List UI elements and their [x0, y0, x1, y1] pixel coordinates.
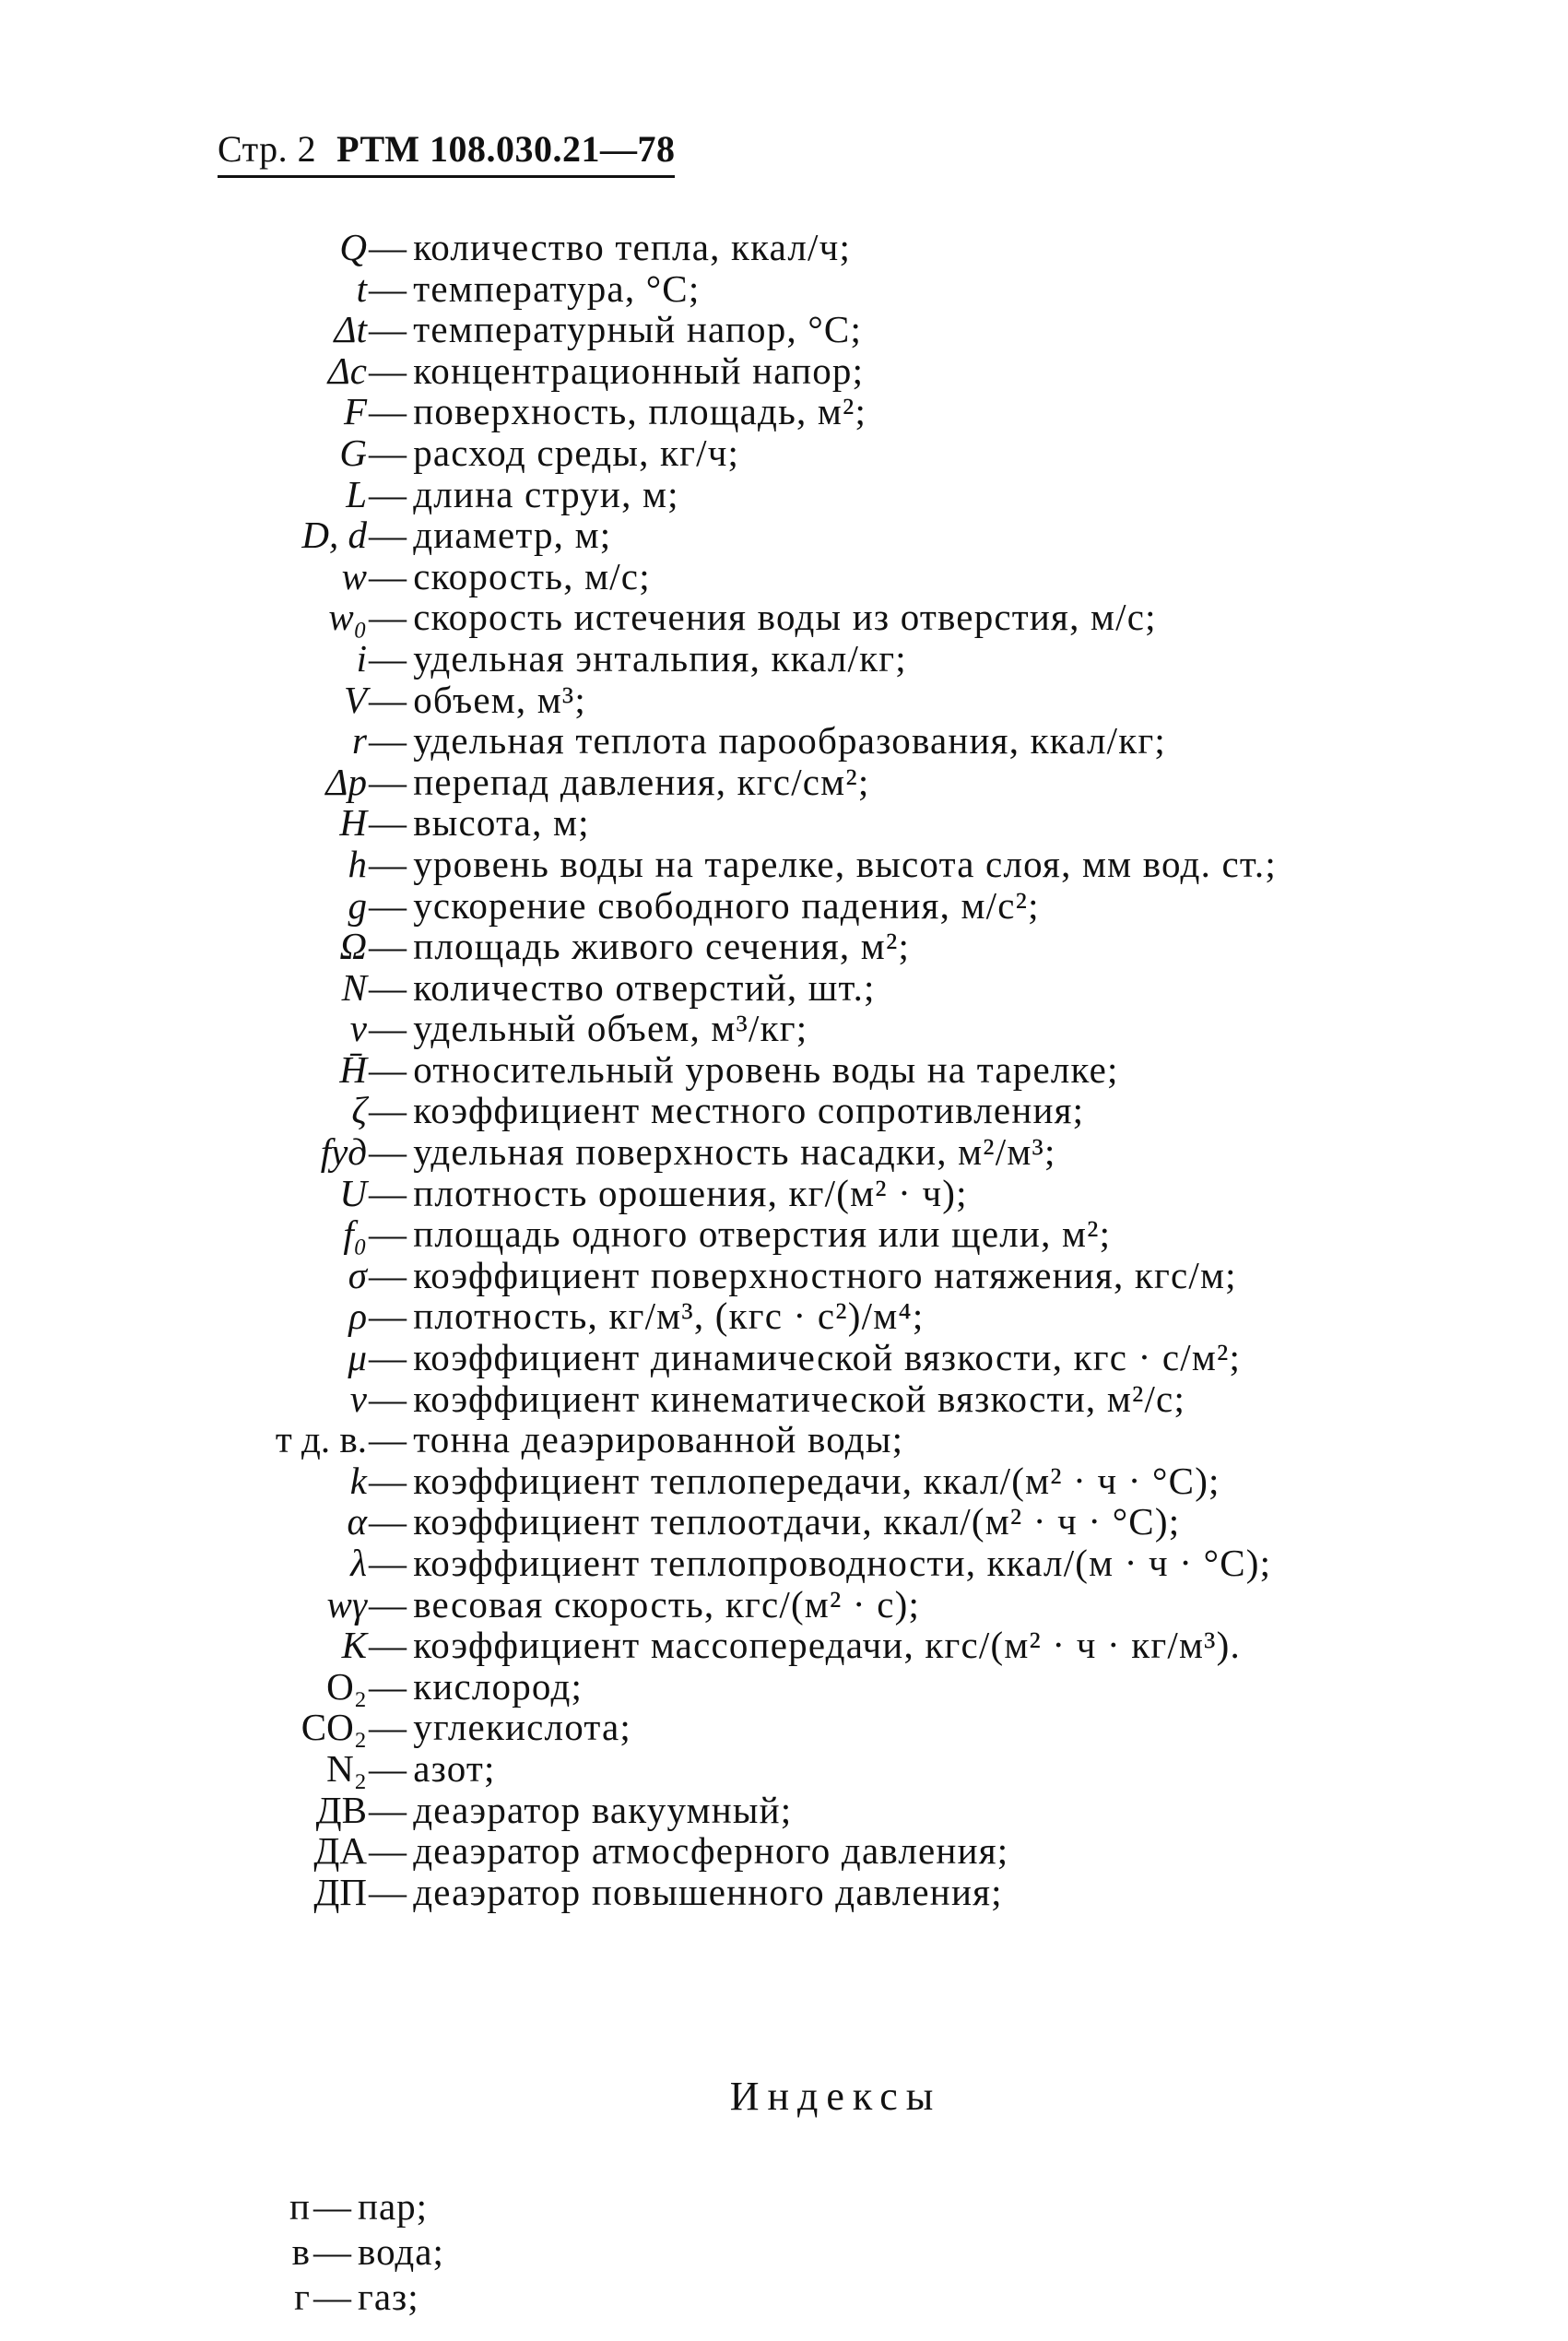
definition-text: поверхность, площадь, м²;	[413, 390, 867, 433]
symbol-row	[0, 1419, 1568, 1460]
index-symbol: в	[291, 2230, 310, 2273]
dash: —	[369, 514, 408, 557]
symbol-row	[0, 1501, 1568, 1543]
dash: —	[369, 965, 408, 1009]
symbol-definition	[369, 1008, 808, 1049]
symbol-row	[0, 1008, 1568, 1049]
dash: —	[369, 1582, 408, 1626]
symbol-definition	[369, 1830, 1008, 1872]
dash: —	[369, 1212, 408, 1256]
index-symbol: г	[294, 2276, 310, 2318]
dash: —	[369, 1459, 408, 1502]
symbol-definition	[369, 1666, 583, 1708]
dash: —	[369, 1253, 408, 1296]
page-number: Стр. 2	[218, 128, 317, 170]
symbol-definition	[369, 1255, 1237, 1296]
definition-text: удельный объем, м³/кг;	[413, 1007, 808, 1050]
symbol-row	[0, 1748, 1568, 1790]
symbol-row	[0, 1378, 1568, 1420]
symbol-row	[0, 1460, 1568, 1502]
standard-code: РТМ 108.030.21—78	[336, 128, 676, 170]
symbol-row	[0, 1625, 1568, 1666]
symbol: ДП	[313, 1870, 367, 1913]
symbol-definition	[369, 762, 869, 803]
symbol-definition	[369, 802, 590, 844]
definition-text: концентрационный напор;	[413, 349, 865, 392]
dash: —	[313, 2185, 352, 2228]
page-header	[218, 127, 675, 178]
symbol: fуд	[320, 1130, 367, 1174]
dash: —	[369, 472, 408, 515]
symbol-row	[0, 1337, 1568, 1378]
symbol-row	[0, 926, 1568, 967]
dash: —	[369, 1542, 408, 1584]
symbol-definition	[369, 967, 876, 1009]
definition-text: скорость, м/с;	[413, 554, 651, 597]
symbol-definition	[369, 1872, 1003, 1913]
symbol-row	[0, 514, 1568, 556]
symbol-row	[0, 474, 1568, 515]
symbol-definition	[369, 556, 651, 597]
symbol: N₂	[326, 1746, 367, 1790]
index-row	[0, 2275, 1568, 2320]
symbol: λ	[350, 1542, 367, 1584]
definition-text: удельная энтальпия, ккал/кг;	[413, 636, 907, 680]
definition-text: плотность, кг/м³, (кгс · с²)/м⁴;	[413, 1295, 925, 1338]
definition-text: объем, м³;	[413, 678, 587, 721]
symbol-row	[0, 350, 1568, 392]
symbol: μ	[348, 1336, 367, 1379]
symbol-definition	[369, 885, 1040, 927]
definition-text: относительный уровень воды на тарелке;	[413, 1047, 1119, 1091]
symbol-definition	[369, 309, 862, 350]
symbol-row	[0, 762, 1568, 803]
symbol-definition	[369, 1501, 1180, 1543]
symbol-row	[0, 844, 1568, 885]
dash: —	[369, 1664, 408, 1708]
definition-text: кислород;	[413, 1664, 584, 1708]
definition-text: деаэратор вакуумный;	[413, 1788, 793, 1831]
symbol-definition	[369, 227, 851, 268]
dash: —	[369, 390, 408, 433]
symbol-row	[0, 1131, 1568, 1173]
dash: —	[369, 883, 408, 927]
definition-text: температурный напор, °С;	[413, 308, 863, 351]
index-row	[0, 2229, 1568, 2275]
definition-text: высота, м;	[413, 801, 590, 845]
symbol-definition	[369, 1543, 1271, 1584]
symbol: L	[346, 472, 367, 515]
definition-text: перепад давления, кгс/см²;	[413, 760, 870, 803]
symbol: ν	[349, 1377, 367, 1420]
dash: —	[369, 431, 408, 474]
dash: —	[369, 1500, 408, 1543]
symbol-row	[0, 432, 1568, 474]
symbol: w	[341, 554, 367, 597]
definition-text: коэффициент кинематической вязкости, м²/с;	[413, 1377, 1186, 1420]
symbol-row	[0, 268, 1568, 310]
symbol-definition	[369, 268, 700, 310]
definition-text: температура, °С;	[413, 266, 701, 310]
definition-text: ускорение свободного падения, м/с²;	[413, 883, 1040, 927]
dash: —	[369, 554, 408, 597]
definition-text: длина струи, м;	[413, 472, 679, 515]
symbol: CO₂	[301, 1706, 367, 1749]
symbol-definition	[369, 597, 1157, 638]
definition-text: азот;	[413, 1746, 496, 1790]
index-symbol: п	[289, 2185, 310, 2228]
symbol: Q	[339, 226, 367, 268]
symbol: wγ	[326, 1582, 367, 1626]
dash: —	[369, 266, 408, 310]
symbol-definition	[369, 1090, 1084, 1131]
definition-text: площадь живого сечения, м²;	[413, 925, 911, 968]
symbol-definition	[369, 1049, 1119, 1091]
dash: —	[369, 1047, 408, 1091]
symbol-definition	[369, 1131, 1056, 1173]
symbol-row	[0, 1707, 1568, 1748]
definition-text: коэффициент динамической вязкости, кгс · с/м²;	[413, 1336, 1242, 1379]
definition-text: площадь одного отверстия или щели, м²;	[413, 1212, 1112, 1256]
dash: —	[369, 719, 408, 763]
symbol-row	[0, 1255, 1568, 1296]
symbol-row	[0, 556, 1568, 597]
definition-text: вода;	[358, 2230, 444, 2273]
symbol: v	[349, 1007, 367, 1050]
symbol: w₀	[328, 596, 367, 639]
definition-text: скорость истечения воды из отверстия, м/с;	[413, 596, 1157, 639]
symbol-row	[0, 309, 1568, 350]
symbol-definition	[369, 514, 611, 556]
definition-text: коэффициент местного сопротивления;	[413, 1089, 1085, 1132]
symbol: r	[352, 719, 367, 763]
symbol: D, d	[301, 514, 367, 557]
symbol-definition	[369, 1748, 496, 1790]
symbol: f₀	[343, 1212, 367, 1256]
definition-text: плотность орошения, кг/(м² · ч);	[413, 1171, 968, 1214]
symbol: t	[356, 266, 367, 310]
symbol: i	[356, 636, 367, 680]
symbol-definition	[369, 844, 1277, 885]
symbol: F	[343, 390, 367, 433]
definition-text: уровень воды на тарелке, высота слоя, мм вод. ст.;	[413, 842, 1277, 885]
index-definition	[313, 2229, 444, 2275]
definition-text: диаметр, м;	[413, 514, 612, 557]
definition-text: коэффициент массопередачи, кгс/(м² · ч · кг/м³).	[413, 1624, 1241, 1667]
symbol: g	[348, 883, 367, 927]
symbol-row	[0, 680, 1568, 721]
symbol-definition	[369, 1419, 903, 1460]
symbol-definition	[369, 1707, 631, 1748]
symbol: U	[339, 1171, 367, 1214]
symbol-row	[0, 1872, 1568, 1913]
symbol: Δp	[325, 760, 367, 803]
index-definition	[313, 2275, 419, 2320]
dash: —	[369, 1089, 408, 1132]
symbol-definition	[369, 926, 910, 967]
symbol-row	[0, 1830, 1568, 1872]
symbol-definition	[369, 1460, 1220, 1502]
dash: —	[369, 1706, 408, 1749]
dash: —	[369, 1624, 408, 1667]
symbol-definition	[369, 1213, 1111, 1255]
symbol-row	[0, 1173, 1568, 1214]
symbol: H	[339, 801, 367, 845]
symbol: k	[349, 1459, 367, 1502]
symbol: σ	[348, 1253, 367, 1296]
definition-text: коэффициент теплоотдачи, ккал/(м² · ч · °С);	[413, 1500, 1181, 1543]
dash: —	[369, 349, 408, 392]
definition-text: весовая скорость, кгс/(м² · с);	[413, 1582, 921, 1626]
dash: —	[369, 1336, 408, 1379]
definition-text: количество тепла, ккал/ч;	[413, 226, 852, 268]
symbol: V	[343, 678, 367, 721]
dash: —	[369, 1829, 408, 1873]
symbol-row	[0, 391, 1568, 432]
symbol-definition	[369, 638, 907, 680]
symbol-row	[0, 967, 1568, 1009]
definition-text: коэффициент теплопередачи, ккал/(м² · ч · °С);	[413, 1459, 1220, 1502]
symbol: G	[339, 431, 367, 474]
symbol-definition	[369, 680, 586, 721]
dash: —	[369, 1130, 408, 1174]
symbol-definition	[369, 391, 867, 432]
indices-list	[0, 2184, 1568, 2320]
dash: —	[369, 760, 408, 803]
dash: —	[369, 925, 408, 968]
definition-text: коэффициент теплопроводности, ккал/(м · ч · °С);	[413, 1542, 1272, 1584]
symbol: N	[341, 965, 367, 1009]
dash: —	[369, 1295, 408, 1338]
section-title-indices: Индексы	[729, 2074, 942, 2119]
symbol: ДВ	[315, 1788, 367, 1831]
dash: —	[369, 226, 408, 268]
symbol-definition	[369, 1173, 968, 1214]
symbol-definition	[369, 1790, 792, 1831]
dash: —	[369, 308, 408, 351]
symbol-row	[0, 1584, 1568, 1626]
dash: —	[369, 1788, 408, 1831]
dash: —	[369, 1007, 408, 1050]
symbol: K	[341, 1624, 367, 1667]
symbol-row	[0, 720, 1568, 762]
dash: —	[369, 1377, 408, 1420]
symbol-definition	[369, 1295, 924, 1337]
definition-text: газ;	[358, 2276, 419, 2318]
symbol: ДА	[313, 1829, 367, 1873]
symbol-definition	[369, 720, 1166, 762]
symbol: α	[347, 1500, 367, 1543]
symbol-row	[0, 802, 1568, 844]
dash: —	[369, 801, 408, 845]
dash: —	[369, 1746, 408, 1790]
definition-text: удельная поверхность насадки, м²/м³;	[413, 1130, 1056, 1174]
symbol-list	[0, 227, 1568, 1912]
symbol-row	[0, 597, 1568, 638]
symbol-definition	[369, 1337, 1241, 1378]
symbol: O₂	[326, 1664, 367, 1708]
dash: —	[369, 1171, 408, 1214]
dash: —	[313, 2276, 352, 2318]
definition-text: пар;	[358, 2185, 429, 2228]
dash: —	[369, 842, 408, 885]
definition-text: удельная теплота парообразования, ккал/кг;	[413, 719, 1166, 763]
definition-text: тонна деаэрированной воды;	[413, 1418, 904, 1461]
symbol-definition	[369, 474, 679, 515]
symbol: Δt	[334, 308, 367, 351]
symbol-row	[0, 885, 1568, 927]
index-definition	[313, 2184, 428, 2229]
definition-text: коэффициент поверхностного натяжения, кгс/м;	[413, 1253, 1237, 1296]
definition-text: деаэратор атмосферного давления;	[413, 1829, 1009, 1873]
symbol-definition	[369, 1625, 1241, 1666]
definition-text: количество отверстий, шт.;	[413, 965, 876, 1009]
symbol-row	[0, 1666, 1568, 1708]
symbol: Δc	[327, 349, 367, 392]
symbol-row	[0, 1213, 1568, 1255]
dash: —	[369, 678, 408, 721]
dash: —	[313, 2230, 352, 2273]
symbol-row	[0, 1543, 1568, 1584]
index-row	[0, 2184, 1568, 2229]
symbol: H̄	[339, 1047, 367, 1091]
dash: —	[369, 1418, 408, 1461]
definition-text: расход среды, кг/ч;	[413, 431, 740, 474]
dash: —	[369, 636, 408, 680]
symbol: т д. в.	[275, 1418, 367, 1461]
symbol-row	[0, 1049, 1568, 1091]
symbol: ζ	[351, 1089, 367, 1132]
dash: —	[369, 596, 408, 639]
symbol-definition	[369, 1378, 1185, 1420]
symbol-definition	[369, 350, 864, 392]
dash: —	[369, 1870, 408, 1913]
symbol-row	[0, 1790, 1568, 1831]
symbol-definition	[369, 432, 739, 474]
symbol-row	[0, 1295, 1568, 1337]
symbol: ρ	[348, 1295, 367, 1338]
symbol-row	[0, 638, 1568, 680]
definition-text: углекислота;	[413, 1706, 631, 1749]
symbol: Ω	[339, 925, 367, 968]
definition-text: деаэратор повышенного давления;	[413, 1870, 1003, 1913]
symbol: h	[348, 842, 367, 885]
symbol-row	[0, 1090, 1568, 1131]
symbol-row	[0, 227, 1568, 268]
symbol-definition	[369, 1584, 920, 1626]
